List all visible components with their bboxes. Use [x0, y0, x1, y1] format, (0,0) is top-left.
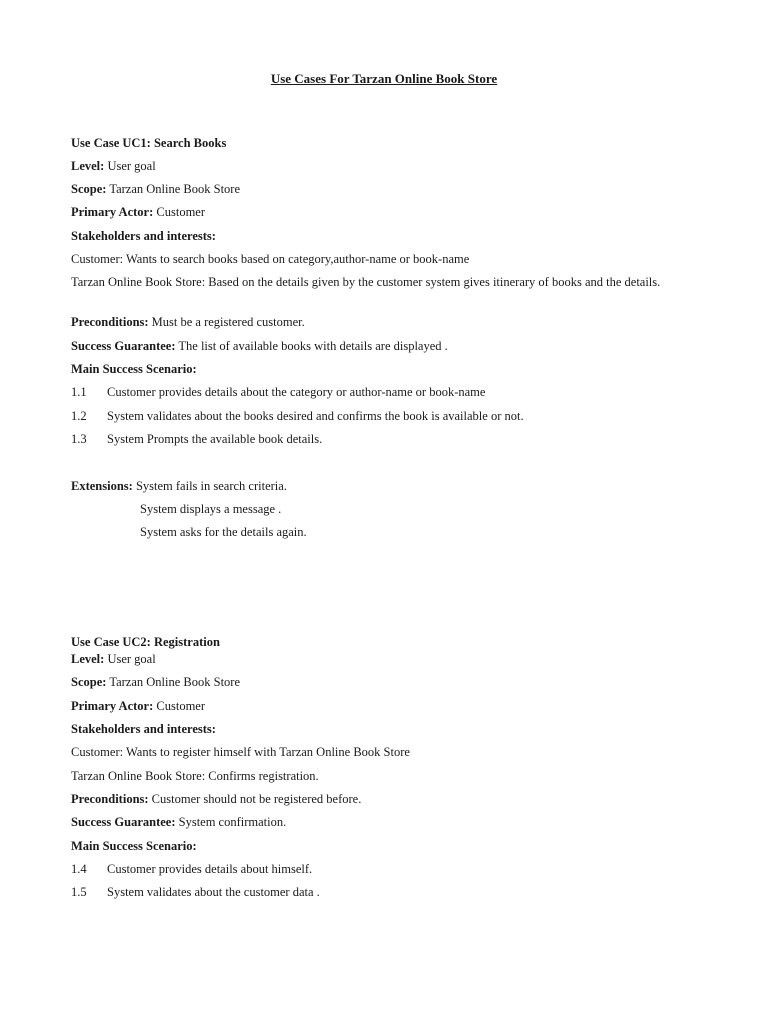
- uc1-preconditions: Preconditions: Must be a registered customer.: [71, 315, 305, 329]
- uc2-stake-store: Tarzan Online Book Store: Confirms registration.: [71, 769, 319, 783]
- uc2-level: Level: User goal: [71, 652, 156, 666]
- uc1-step: 1.3 System Prompts the available book details.: [71, 432, 323, 446]
- uc2-heading: Use Case UC2: Registration: [71, 635, 220, 649]
- uc1-extensions: Extensions: System fails in search criteria.: [71, 479, 287, 493]
- uc2-main-scenario-label: Main Success Scenario:: [71, 839, 197, 853]
- uc2-preconditions: Preconditions: Customer should not be registered before.: [71, 792, 362, 806]
- uc1-main-scenario-label: Main Success Scenario:: [71, 362, 197, 376]
- uc2-step: 1.5 System validates about the customer data .: [71, 885, 320, 899]
- uc1-stakeholders-label: Stakeholders and interests:: [71, 229, 216, 243]
- uc1-stake-store: Tarzan Online Book Store: Based on the details given by the customer system gives itinerary of books and the details.: [71, 275, 661, 289]
- uc1-stake-customer: Customer: Wants to search books based on category,author-name or book-name: [71, 252, 470, 266]
- uc1-extension-line: System asks for the details again.: [140, 525, 307, 539]
- uc1-step: 1.1 Customer provides details about the category or author-name or book-name: [71, 385, 486, 399]
- uc2-stake-customer: Customer: Wants to register himself with Tarzan Online Book Store: [71, 745, 410, 759]
- uc1-scope: Scope: Tarzan Online Book Store: [71, 182, 241, 196]
- uc1-success-guarantee: Success Guarantee: The list of available books with details are displayed .: [71, 339, 448, 353]
- uc1-extension-line: System displays a message .: [140, 502, 282, 516]
- uc2-step: 1.4 Customer provides details about himself.: [71, 862, 313, 876]
- uc2-success-guarantee: Success Guarantee: System confirmation.: [71, 815, 287, 829]
- document-title: Use Cases For Tarzan Online Book Store: [270, 71, 498, 86]
- uc1-level: Level: User goal: [71, 159, 156, 173]
- uc1-step: 1.2 System validates about the books desired and confirms the book is available or not.: [71, 409, 524, 423]
- uc1-heading: Use Case UC1: Search Books: [71, 136, 227, 150]
- uc2-scope: Scope: Tarzan Online Book Store: [71, 675, 241, 689]
- uc2-stakeholders-label: Stakeholders and interests:: [71, 722, 216, 736]
- uc2-primary-actor: Primary Actor: Customer: [71, 699, 205, 713]
- uc1-primary-actor: Primary Actor: Customer: [71, 205, 205, 219]
